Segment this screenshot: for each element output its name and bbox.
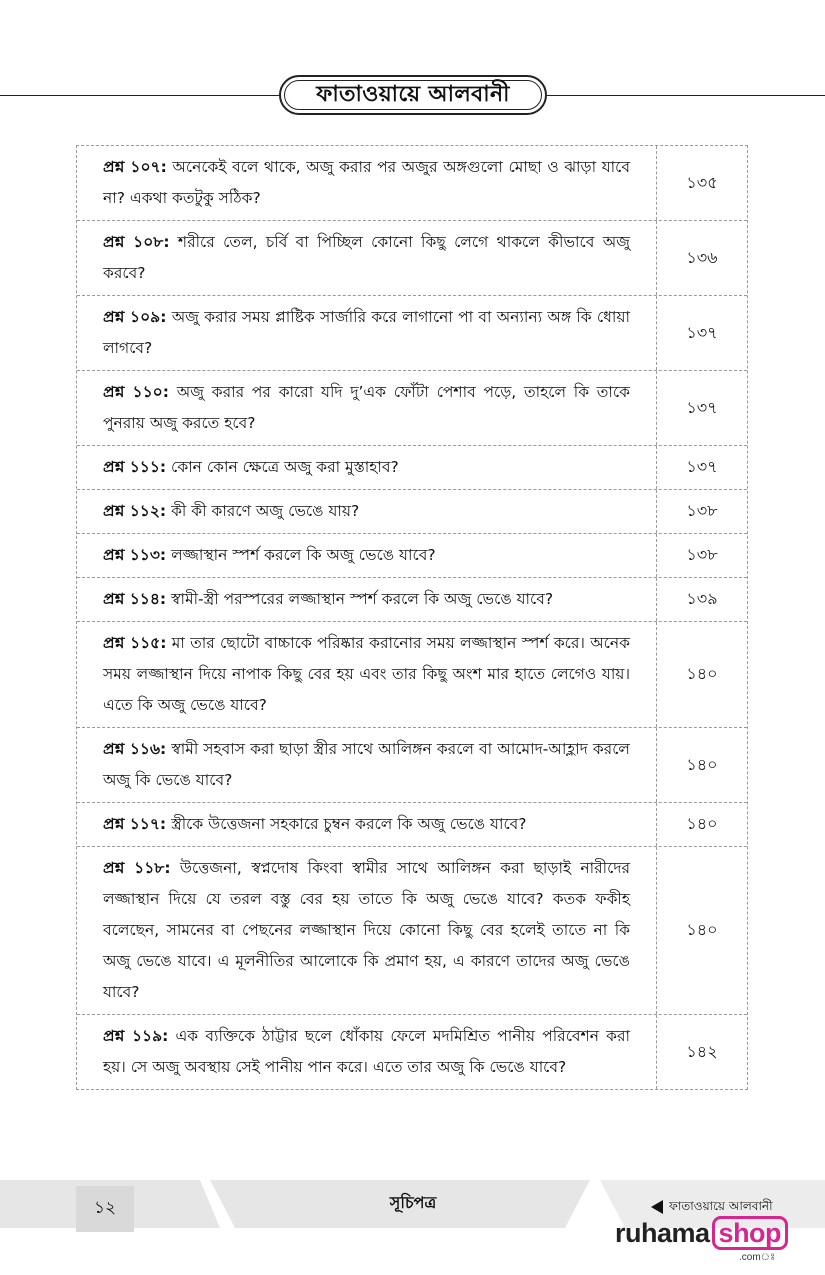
- header-badge: [279, 75, 547, 115]
- question-label: প্রশ্ন ১০৮:: [103, 233, 170, 251]
- page-ref: ১৪০: [686, 814, 718, 833]
- toc-row: [77, 1014, 747, 1089]
- arrow-left-icon: [651, 1200, 663, 1214]
- page-ref: ১৪০: [686, 920, 718, 939]
- question-label: প্রশ্ন ১১৮:: [103, 859, 171, 877]
- question-body: অনেকেই বলে থাকে, অজু করার পর অজুর অঙ্গগুলো মোছা ও ঝাড়া যাবে না? একথা কতটুকু সঠিক?: [103, 158, 630, 207]
- toc-row: [77, 370, 747, 445]
- question-body: শরীরে তেল, চর্বি বা পিচ্ছিল কোনো কিছু লেগে থাকলে কীভাবে অজু করবে?: [103, 233, 630, 282]
- brand-wordmark: [615, 1216, 788, 1250]
- question-cell: [77, 622, 657, 727]
- toc-row: [77, 295, 747, 370]
- question-label: প্রশ্ন ১০৭:: [103, 158, 167, 176]
- question-text: [103, 628, 630, 721]
- question-cell: [77, 296, 657, 370]
- question-label: প্রশ্ন ১১১:: [103, 458, 167, 476]
- question-label: প্রশ্ন ১১২:: [103, 502, 167, 520]
- page-ref: ১৩৮: [686, 501, 718, 520]
- brand-book-name: ফাতাওয়ায়ে আলবানী: [669, 1199, 773, 1213]
- toc-row: [77, 220, 747, 295]
- question-body: কোন কোন ক্ষেত্রে অজু করা মুস্তাহাব?: [171, 458, 399, 476]
- question-text: [103, 1021, 630, 1083]
- toc-row: [77, 802, 747, 846]
- question-cell: [77, 534, 657, 577]
- question-body: অজু করার পর কারো যদি দু’এক ফোঁটা পেশাব পড়ে, তাহলে কি তাকে পুনরায় অজু করতে হবে?: [103, 383, 630, 432]
- question-cell: [77, 578, 657, 621]
- question-body: কী কী কারণে অজু ভেঙে যায়?: [171, 502, 360, 520]
- question-label: প্রশ্ন ১১৬:: [103, 740, 167, 758]
- question-text: [103, 302, 630, 364]
- question-text: [103, 227, 630, 289]
- question-text: [103, 734, 630, 796]
- question-text: [103, 496, 630, 527]
- toc-row: [77, 621, 747, 727]
- question-body: স্ত্রীকে উত্তেজনা সহকারে চুম্বন করলে কি অজু ভেঙে যাবে?: [171, 815, 527, 833]
- toc-row: [77, 577, 747, 621]
- question-body: স্বামী সহবাস করা ছাড়া স্ত্রীর সাথে আলিঙ্গন করলে বা আমোদ-আহ্লাদ করলে অজু কি ভেঙে যাবে?: [103, 740, 630, 789]
- page-ref: ১৩৭: [686, 397, 718, 417]
- question-text: [103, 584, 630, 615]
- brand-main: ruhama: [615, 1217, 710, 1248]
- page-ref: ১৩৬: [686, 247, 718, 267]
- question-body: এক ব্যক্তিকে ঠাট্টার ছলে ধোঁকায় ফেলে মদমিশ্রিত পানীয় পরিবেশন করা হয়। সে অজু অবস্থায় সেই পানীয় পান করে। এতে তার অজু কি ভেঙে যাবে?: [103, 1027, 631, 1076]
- toc-row: [77, 727, 747, 802]
- question-label: প্রশ্ন ১১৯:: [103, 1027, 169, 1045]
- question-label: প্রশ্ন ১১৪:: [103, 590, 167, 608]
- question-text: [103, 540, 630, 571]
- question-text: [103, 377, 630, 439]
- question-body: মা তার ছোটো বাচ্চাকে পরিষ্কার করানোর সময় লজ্জাস্থান স্পর্শ করে। অনেক সময় লজ্জাস্থান দিয়ে নাপাক কিছু বের হয় এবং তার কিছু অংশ মার হাতে লেগেও যায়। এতে কি অজু ভেঙে যাবে?: [103, 634, 630, 714]
- question-body: উত্তেজনা, স্বপ্নদোষ কিংবা স্বামীর সাথে আলিঙ্গন করা ছাড়াই নারীদের লজ্জাস্থান দিয়ে যে তরল বস্তু বের হয় তাতে কি অজু ভেঙে যাবে? কতক ফকীহ বলেছেন, সামনের বা পেছনের লজ্জাস্থান দিয়ে কোনো কিছু বের হলেই তাতে না কি অজু ভেঙে যাবে। এ মূলনীতির আলোকে কি প্রমাণ হয়, এ কারণে তাদের অজু ভেঙে যাবে?: [103, 859, 631, 1001]
- question-cell: [77, 446, 657, 489]
- question-cell: [77, 847, 657, 1014]
- toc-row: [77, 146, 747, 220]
- question-text: [103, 452, 630, 483]
- question-body: অজু করার সময় প্লাষ্টিক সার্জারি করে লাগানো পা বা অন্যান্য অঙ্গ কি ধোয়া লাগবে?: [103, 308, 631, 357]
- question-text: [103, 853, 630, 1008]
- page-ref: ১৩৮: [686, 545, 718, 564]
- question-label: প্রশ্ন ১১০:: [103, 383, 169, 401]
- question-cell: [77, 1015, 657, 1089]
- toc-table: [76, 145, 748, 1090]
- question-text: [103, 809, 630, 840]
- toc-row: [77, 533, 747, 577]
- question-cell: [77, 221, 657, 295]
- book-title: ফাতাওয়ায়ে আলবানী: [284, 80, 542, 110]
- brand-logo: [615, 1198, 805, 1263]
- question-label: প্রশ্ন ১১৩:: [103, 546, 167, 564]
- page-ref: ১৩৭: [686, 322, 718, 342]
- question-cell: [77, 146, 657, 220]
- toc-row: [77, 846, 747, 1014]
- question-label: প্রশ্ন ১১৭:: [103, 815, 167, 833]
- page-ref: ১৩৫: [686, 172, 718, 192]
- question-body: লজ্জাস্থান স্পর্শ করলে কি অজু ভেঙে যাবে?: [171, 546, 436, 564]
- brand-shop: shop: [712, 1216, 789, 1250]
- question-cell: [77, 490, 657, 533]
- question-body: স্বামী-স্ত্রী পরস্পরের লজ্জাস্থান স্পর্শ করলে কি অজু ভেঙে যাবে?: [171, 590, 554, 608]
- page-ref: ১৪০: [686, 754, 718, 774]
- page-ref: ১৪২: [686, 1041, 718, 1061]
- section-title: সূচিপত্র: [389, 1193, 437, 1212]
- page-number: ১২: [76, 1186, 134, 1232]
- toc-row: [77, 445, 747, 489]
- question-cell: [77, 728, 657, 802]
- page-ref: ১৩৭: [686, 457, 718, 476]
- toc-row: [77, 489, 747, 533]
- question-cell: [77, 803, 657, 846]
- page-ref: ১৩৯: [686, 589, 718, 608]
- question-label: প্রশ্ন ১১৫:: [103, 634, 167, 652]
- question-label: প্রশ্ন ১০৯:: [103, 308, 167, 326]
- question-text: [103, 152, 630, 214]
- page-ref: ১৪০: [686, 664, 718, 683]
- brand-domain: .comঃ: [739, 1252, 776, 1263]
- question-cell: [77, 371, 657, 445]
